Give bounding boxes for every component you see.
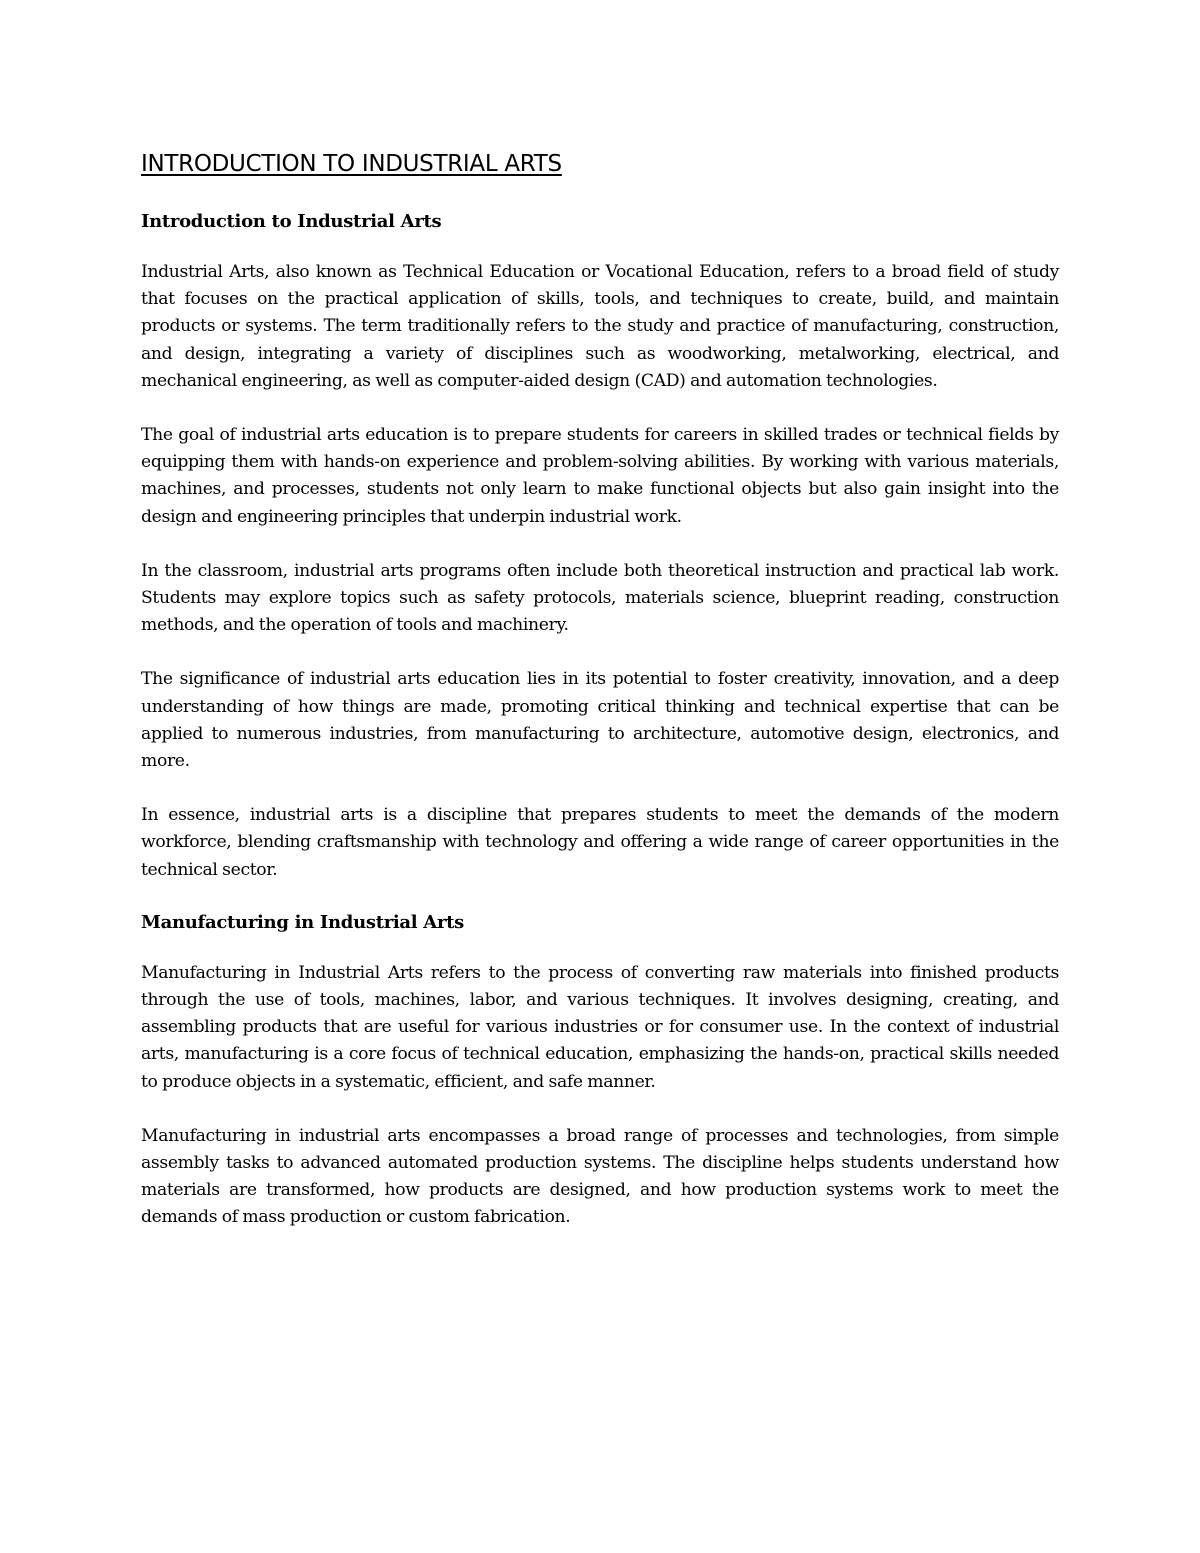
paragraph: In essence, industrial arts is a discipline that prepares students to meet the demands of the modern workforce, blending craftsmanship with technology and offering a wide range of career opportunities in the technical sector. bbox=[141, 805, 1059, 880]
paragraph: Industrial Arts, also known as Technical Education or Vocational Education, refers to a broad field of study that focuses on the practical application of skills, tools, and techniques to create, build, and maintain products or systems. The term traditionally refers to the study and practice of manufacturing, construction, and design, integrating a variety of disciplines such as woodworking, metalworking, electrical, and mechanical engineering, as well as computer-aided design (CAD) and automation technologies. bbox=[141, 262, 1059, 391]
paragraph: The significance of industrial arts education lies in its potential to foster creativity, innovation, and a deep understanding of how things are made, promoting critical thinking and technical expertise that can be applied to numerous industries, from manufacturing to architecture, automotive design, electronics, and more. bbox=[141, 669, 1059, 772]
paragraph: Manufacturing in industrial arts encompasses a broad range of processes and technologies, from simple assembly tasks to advanced automated production systems. The discipline helps students understand how materials are transformed, how products are designed, and how production systems work to meet the demands of mass production or custom fabrication. bbox=[141, 1125, 1059, 1228]
paragraph: Manufacturing in Industrial Arts refers to the process of converting raw materials into finished products through the use of tools, machines, labor, and various techniques. It involves designing, creating, and assembling products that are useful for various industries or for consumer use. In the context of industrial arts, manufacturing is a core focus of technical education, emphasizing the hands-on, practical skills needed to produce objects in a systematic, efficient, and safe manner. bbox=[141, 962, 1059, 1092]
document-title: INTRODUCTION TO INDUSTRIAL ARTS bbox=[141, 151, 562, 177]
paragraph: In the classroom, industrial arts programs often include both theoretical instruction and practical lab work. Students may explore topics such as safety protocols, materials science, blueprint reading, construction methods, and the operation of tools and machinery. bbox=[141, 560, 1059, 636]
section-introduction bbox=[141, 210, 1059, 884]
section-manufacturing bbox=[141, 911, 1059, 1232]
document-page bbox=[141, 148, 1059, 1259]
paragraph: The goal of industrial arts education is to prepare students for careers in skilled trades or technical fields by equipping them with hands-on experience and problem-solving abilities. By working with various materials, machines, and processes, students not only learn to make functional objects but also gain insight into the design and engineering principles that underpin industrial work. bbox=[141, 425, 1059, 527]
section-heading: Manufacturing in Industrial Arts bbox=[141, 911, 464, 933]
section-heading: Introduction to Industrial Arts bbox=[141, 211, 442, 232]
